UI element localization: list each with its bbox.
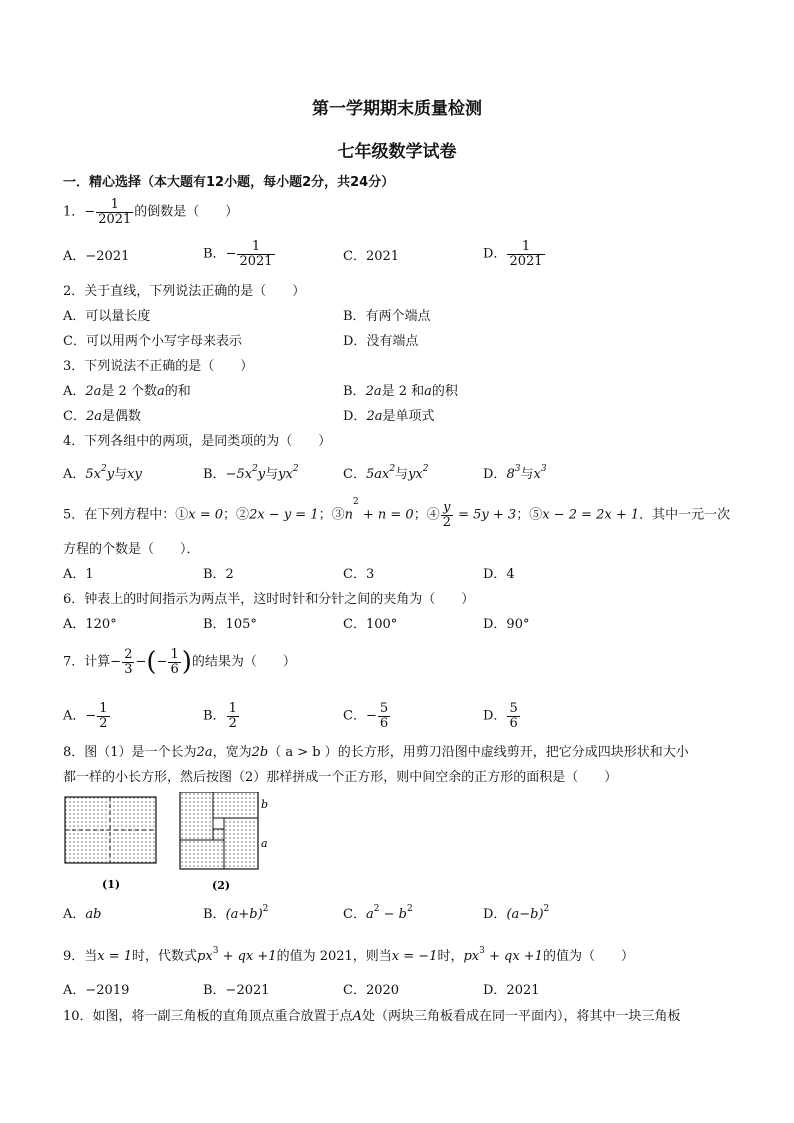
q8-figures xyxy=(60,792,280,897)
figure-2-square xyxy=(180,792,258,869)
q8-option-d: D．$(a-b)^2$ xyxy=(483,904,550,922)
q5-option-d: D．4 xyxy=(483,567,515,582)
question-5-line-2: 方程的个数是（ ）． xyxy=(63,542,200,557)
q3-option-b: B．2a是 2 和a的积 xyxy=(343,384,458,399)
question-8: 8．图（1）是一个长为2a，宽为2b（ a > b ）的长方形，用剪刀沿图中虚线剪开，把它分成四块形状和大小 xyxy=(63,745,689,760)
q6-option-b: B．105° xyxy=(203,617,257,632)
q5-option-b: B．2 xyxy=(203,567,234,582)
q2-option-d: D．没有端点 xyxy=(343,334,419,349)
q6-option-d: D．90° xyxy=(483,617,530,632)
q9-option-b: B．−2021 xyxy=(203,983,270,998)
question-10: 10．如图，将一副三角板的直角顶点重合放置于点A处（两块三角板看成在同一平面内），将其中一块三角板 xyxy=(63,1009,681,1024)
q6-option-c: C．100° xyxy=(343,617,398,632)
q7-option-d: D． $\frac{5}{6}$ xyxy=(483,701,518,731)
q9-option-a: A．−2019 xyxy=(63,983,130,998)
figure-1-caption: (1) xyxy=(102,878,121,891)
question-9: 9．当x = 1时，代数式$px^3$ + qx +1的值为 2021，则当x = −1时，$px^3$ + qx +1的值为（ ） xyxy=(63,946,634,964)
label-a: a xyxy=(261,837,268,850)
q6-option-a: A．120° xyxy=(63,617,117,632)
question-5: 5．在下列方程中：①x = 0；②2x − y = 1；$③n^2 + n = 0$；④ $\frac{y}{2}$ = 5y + 3；⑤x − 2 = 2x + 1．其中一元一次 xyxy=(63,497,731,530)
q2-option-b: B．有两个端点 xyxy=(343,309,431,324)
figure-1-rectangle xyxy=(65,797,156,863)
q4-option-b: B．$-5x^2y$与$yx^2$ xyxy=(203,464,299,482)
q2-option-c: C．可以用两个小写字母来表示 xyxy=(63,334,242,349)
question-1: 1．− $\frac{1}{2021}$ 的倒数是（ ） xyxy=(63,197,239,227)
q3-option-c: C．2a是偶数 xyxy=(63,409,141,424)
q5-option-a: A．1 xyxy=(63,567,94,582)
q3-option-d: D．2a是单项式 xyxy=(343,409,435,424)
q1-option-d: D． $\frac{1}{2021}$ xyxy=(483,239,543,269)
question-2: 2．关于直线，下列说法正确的是（ ） xyxy=(63,284,306,299)
page-title: 第一学期期末质量检测 xyxy=(312,99,482,119)
question-6: 6．钟表上的时间指示为两点半，这时时针和分针之间的夹角为（ ） xyxy=(63,592,475,607)
section-heading: 一．精心选择（本大题有12小题，每小题2分，共24分） xyxy=(63,175,395,190)
q4-option-c: C．$5ax^2$与$yx^2$ xyxy=(343,464,429,482)
q7-option-a: A．− $\frac{1}{2}$ xyxy=(63,701,108,731)
question-7: 7．计算− $\frac{2}{3}$ −(− $\frac{1}{6}$ )的结果为（ ） xyxy=(63,647,296,678)
q1-option-a: A．−2021 xyxy=(63,249,130,264)
q8-option-a: A．ab xyxy=(63,907,102,922)
q4-option-d: D．$8^3$与$x^3$ xyxy=(483,464,547,482)
q9-option-c: C．2020 xyxy=(343,983,400,998)
question-4: 4．下列各组中的两项，是同类项的为（ ） xyxy=(63,434,332,449)
q5-option-c: C．3 xyxy=(343,567,375,582)
question-3: 3．下列说法不正确的是（ ） xyxy=(63,359,254,374)
q2-option-a: A．可以量长度 xyxy=(63,309,151,324)
q8-option-c: C．$a^2 - b^2$ xyxy=(343,904,413,922)
q7-option-b: B． $\frac{1}{2}$ xyxy=(203,701,237,731)
q1-option-c: C．2021 xyxy=(343,249,400,264)
q8-option-b: B．$(a+b)^2$ xyxy=(203,904,269,922)
label-b: b xyxy=(261,798,269,811)
page-subtitle: 七年级数学试卷 xyxy=(337,142,457,162)
q7-option-c: C．− $\frac{5}{6}$ xyxy=(343,701,389,731)
q9-option-d: D．2021 xyxy=(483,983,540,998)
q3-option-a: A．2a是 2 个数a的和 xyxy=(63,384,191,399)
figure-2-caption: (2) xyxy=(212,879,231,892)
question-8-line-2: 都一样的小长方形，然后按图（2）那样拼成一个正方形，则中间空余的正方形的面积是（ ） xyxy=(63,770,618,785)
q1-option-b: B．− $\frac{1}{2021}$ xyxy=(203,239,273,269)
q4-option-a: A．$5x^2y$与xy xyxy=(63,464,142,482)
